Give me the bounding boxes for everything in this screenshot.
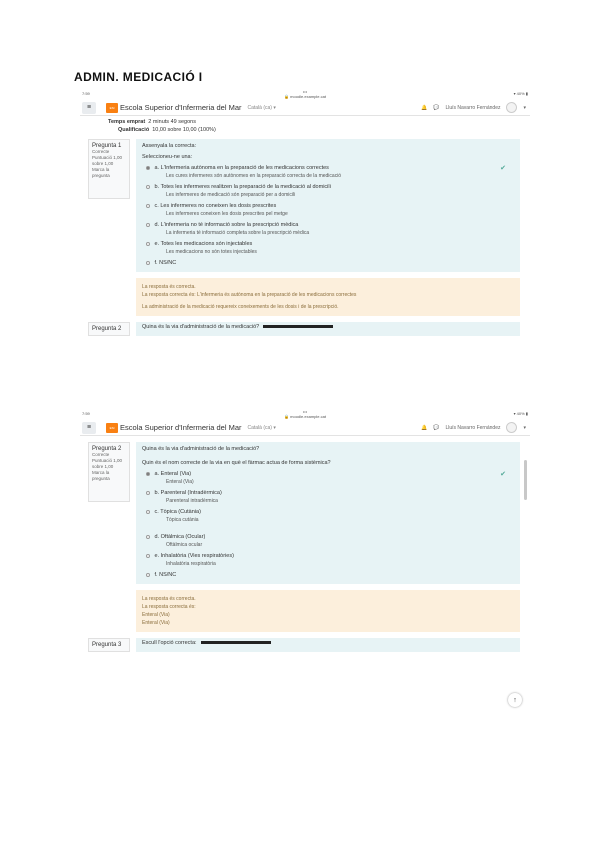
- answer-letter: f.: [154, 572, 158, 578]
- time-label: Temps emprat: [108, 119, 146, 125]
- status-time: 7:59: [82, 91, 90, 96]
- answer-feedback: Tòpica cutània: [166, 516, 199, 523]
- answer-option[interactable]: [142, 241, 514, 256]
- answer-option[interactable]: [142, 222, 514, 237]
- answer-text: Les infermeres no coneixen les dosis prescrites: [160, 203, 277, 209]
- grade-value: 10,00 sobre 10,00 (100%): [152, 127, 216, 133]
- back-to-top-button[interactable]: ↑: [508, 693, 522, 707]
- question-prompt: Seleccioneu-ne una:: [142, 153, 193, 160]
- question-number: Pregunta 2: [92, 325, 122, 332]
- answer-feedback: Les cures infermeres són autònomes en la preparació correcta de la medicació: [166, 172, 342, 179]
- general-feedback: [136, 590, 520, 632]
- radio-button-selected[interactable]: [146, 472, 150, 476]
- answer-text: L'Infermeria autònoma en la preparació de les medicacions correctes: [160, 165, 329, 171]
- status-dots: •••: [302, 89, 308, 94]
- radio-button[interactable]: [146, 242, 150, 246]
- document-title: ADMIN. MEDICACIÓ I: [74, 70, 203, 84]
- bell-icon[interactable]: 🔔: [420, 104, 428, 111]
- language-selector[interactable]: Català (ca) ▾: [247, 104, 276, 111]
- answer-text: L'infermeria no té informació sobre la prescripció mèdica: [160, 222, 299, 228]
- check-icon: ✔: [500, 471, 506, 478]
- status-url[interactable]: 🔒 moodle.example.cat: [284, 94, 326, 99]
- status-bar: [80, 408, 530, 420]
- answer-text: Oftàlmica (Ocular): [160, 534, 206, 540]
- check-icon: ✔: [500, 165, 506, 172]
- answer-feedback: Les medicacions no són totes injectables: [166, 248, 257, 255]
- menu-button[interactable]: ≡: [82, 102, 96, 114]
- radio-button[interactable]: [146, 204, 150, 208]
- question-number: Pregunta 1: [92, 143, 122, 149]
- redaction-bar: [263, 325, 333, 328]
- scrollbar[interactable]: [524, 460, 527, 500]
- feedback-line: La resposta correcta és:: [142, 603, 196, 610]
- language-selector[interactable]: Català (ca) ▾: [247, 424, 276, 431]
- question-block: [80, 442, 530, 632]
- question-info: [88, 139, 130, 199]
- question-number: Pregunta 3: [92, 641, 122, 648]
- answer-text: NS/NC: [159, 260, 177, 266]
- answer-option[interactable]: [142, 260, 514, 268]
- question-points: Puntuació 1,00 sobre 1,00: [92, 155, 123, 166]
- menu-button[interactable]: ≡: [82, 422, 96, 434]
- answer-letter: e.: [154, 241, 160, 247]
- answer-option[interactable]: [142, 165, 514, 180]
- question-prompt: Quin és el nom correcte de la via en què el fàrmac actua de forma sistèmica?: [142, 459, 331, 466]
- answer-text: Totes les medicacions són injectables: [160, 241, 253, 247]
- answer-letter: a.: [154, 471, 160, 477]
- answer-text: Inhalatòria (Vies respiratòries): [160, 553, 234, 559]
- attempt-summary: [80, 116, 530, 136]
- radio-button[interactable]: [146, 223, 150, 227]
- answer-letter: c.: [154, 509, 159, 515]
- user-name[interactable]: Lluís Navarro Fernández: [445, 104, 501, 111]
- status-dots: •••: [302, 409, 308, 414]
- answer-feedback: Les infermeres coneixen les dosis prescrites pel metge: [166, 210, 288, 217]
- avatar[interactable]: [506, 102, 517, 113]
- radio-button[interactable]: [146, 535, 150, 539]
- radio-button[interactable]: [146, 554, 150, 558]
- feedback-line: La resposta correcta és: L'infermeria és autònoma en la preparació de les medicacions correctes: [142, 291, 357, 298]
- site-name[interactable]: Escola Superior d'Infermeria del Mar: [120, 423, 242, 432]
- bell-icon[interactable]: 🔔: [420, 424, 428, 431]
- flag-question-link[interactable]: Marca la pregunta: [92, 167, 110, 178]
- question-content: [136, 139, 520, 272]
- answer-feedback: Oftàlmica ocular: [166, 541, 203, 548]
- answer-letter: c.: [154, 203, 159, 209]
- question-points: Puntuació 1,00 sobre 1,00: [92, 458, 123, 469]
- answer-option[interactable]: [142, 490, 514, 505]
- chat-icon[interactable]: 💬: [433, 424, 440, 431]
- answer-option[interactable]: [142, 509, 514, 524]
- question-info: [88, 442, 130, 502]
- user-name[interactable]: Lluís Navarro Fernández: [445, 424, 501, 431]
- answer-feedback: Les infermeres de medicació són preparació per a domicili: [166, 191, 296, 198]
- status-url[interactable]: 🔒 moodle.example.cat: [284, 414, 326, 419]
- answer-feedback: La infermeria té informació completa sobre la prescripció mèdica: [166, 229, 310, 236]
- grade-label: Qualificació: [118, 127, 150, 133]
- status-battery: ▾ 40% ▮: [513, 411, 528, 416]
- answer-letter: d.: [154, 222, 160, 228]
- avatar[interactable]: [506, 422, 517, 433]
- radio-button[interactable]: [146, 491, 150, 495]
- question-text: Quina és la via d'administració de la medicació?: [142, 446, 260, 452]
- general-feedback: [136, 278, 520, 316]
- question-content: [136, 322, 520, 336]
- feedback-line: La resposta és correcta.: [142, 595, 196, 602]
- answer-option[interactable]: [142, 534, 514, 549]
- status-time: 7:59: [82, 411, 90, 416]
- question-number: Pregunta 2: [92, 446, 122, 452]
- answer-letter: b.: [154, 184, 160, 190]
- radio-button[interactable]: [146, 510, 150, 514]
- screenshot-2: [80, 408, 530, 730]
- feedback-line: La resposta és correcta.: [142, 283, 196, 290]
- radio-button[interactable]: [146, 573, 150, 577]
- radio-button[interactable]: [146, 185, 150, 189]
- redaction-bar: [201, 641, 271, 644]
- answer-letter: a.: [154, 165, 160, 171]
- next-question-preview: [80, 322, 530, 336]
- question-content: [136, 442, 520, 584]
- answer-feedback: Enteral (Via): [166, 478, 194, 485]
- flag-question-link[interactable]: Marca la pregunta: [92, 470, 110, 481]
- question-info: [88, 638, 130, 652]
- user-menu-caret[interactable]: ▾: [523, 424, 526, 431]
- radio-button-selected[interactable]: [146, 166, 150, 170]
- answer-option[interactable]: [142, 184, 514, 199]
- answer-feedback: Parenteral intradèrmica: [166, 497, 218, 504]
- site-logo[interactable]: ESI: [106, 423, 118, 433]
- time-value: 2 minuts 49 segons: [148, 119, 196, 125]
- navbar: [80, 100, 530, 116]
- answer-text: Tòpica (Cutània): [160, 509, 201, 515]
- navbar: [80, 420, 530, 436]
- answer-text: NS/NC: [159, 572, 177, 578]
- answer-feedback: Inhalatòria respiratòria: [166, 560, 216, 567]
- answer-text: Enteral (Via): [160, 471, 192, 477]
- feedback-line: La administració de la medicació requereix coneixements de les dosis i de la prescripció.: [142, 303, 339, 310]
- chat-icon[interactable]: 💬: [433, 104, 440, 111]
- status-bar: [80, 88, 530, 100]
- answer-option[interactable]: [142, 471, 514, 486]
- site-logo[interactable]: ESI: [106, 103, 118, 113]
- answer-text: Totes les infermeres realitzen la preparació de la medicació al domicili: [160, 184, 331, 190]
- next-question-preview: [80, 638, 530, 652]
- answer-letter: b.: [154, 490, 160, 496]
- question-status: Correcte: [92, 452, 110, 457]
- status-battery: ▾ 40% ▮: [513, 91, 528, 96]
- feedback-line: Enteral (Via): [142, 611, 170, 618]
- answer-option[interactable]: [142, 553, 514, 568]
- question-text: Quina és la via d'administració de la medicació?: [142, 323, 260, 330]
- screenshot-1: [80, 88, 530, 406]
- question-content: [136, 638, 520, 652]
- radio-button[interactable]: [146, 261, 150, 265]
- user-menu-caret[interactable]: ▾: [523, 104, 526, 111]
- feedback-line: Enteral (Via): [142, 619, 170, 626]
- answer-option[interactable]: [142, 203, 514, 218]
- answer-letter: d.: [154, 534, 160, 540]
- answer-letter: e.: [154, 553, 160, 559]
- answer-option[interactable]: [142, 572, 514, 580]
- question-status: Correcte: [92, 149, 110, 154]
- question-block: [80, 139, 530, 316]
- question-text: Assenyala la correcta:: [142, 143, 197, 149]
- site-name[interactable]: Escola Superior d'Infermeria del Mar: [120, 103, 242, 112]
- question-text: Escull l'opció correcta:: [142, 639, 197, 646]
- answer-letter: f.: [154, 260, 158, 266]
- answer-text: Parenteral (Intradèrmica): [160, 490, 222, 496]
- question-info: [88, 322, 130, 336]
